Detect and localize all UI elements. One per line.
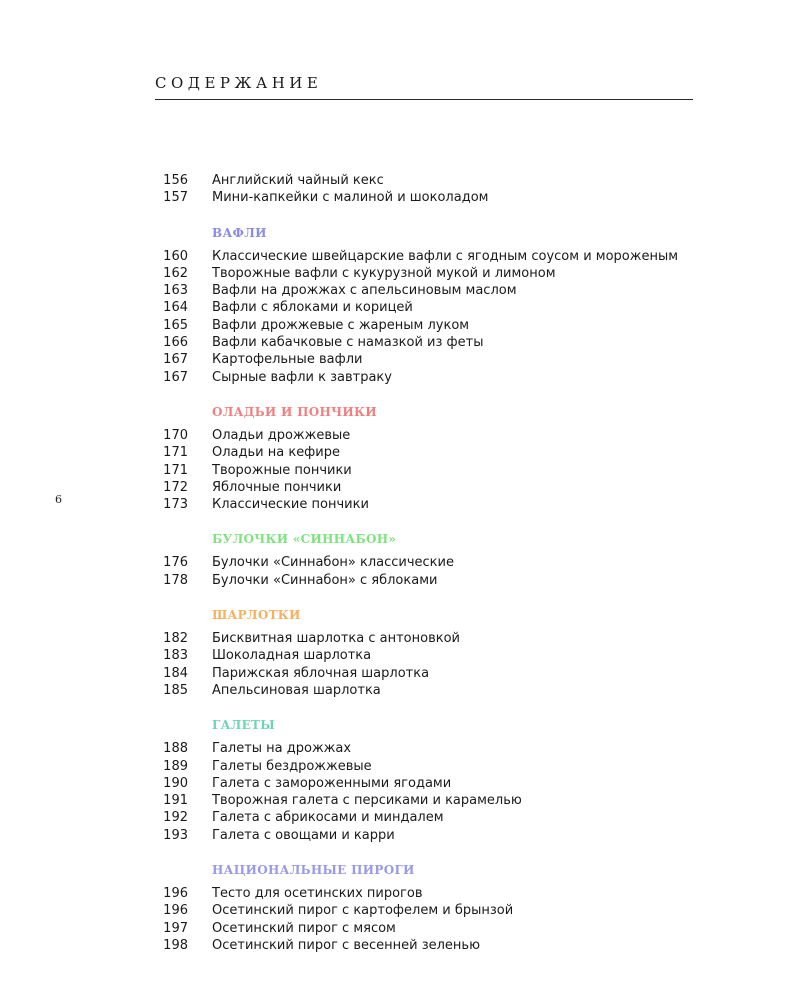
toc-entry-title: Галета с абрикосами и миндалем — [212, 810, 444, 826]
toc-entry — [150, 902, 710, 919]
page-title: СОДЕРЖАНИЕ — [155, 74, 323, 92]
toc-entry-title: Мини-капкейки с малиной и шоколадом — [212, 190, 489, 206]
toc-entry — [150, 792, 710, 809]
toc-entry-page: 165 — [163, 317, 188, 333]
toc-entry-title: Осетинский пирог с весенней зеленью — [212, 937, 481, 953]
toc-entry — [150, 351, 710, 368]
toc-entry-title: Бисквитная шарлотка с антоновкой — [212, 631, 461, 647]
toc-entry-page: 162 — [163, 265, 188, 281]
toc-entry — [150, 740, 710, 757]
toc-entry-title: Сырные вафли к завтраку — [212, 369, 392, 385]
toc-entry-page: 196 — [163, 903, 188, 919]
toc-entry-page: 185 — [163, 682, 188, 698]
toc-entry-page: 198 — [163, 937, 188, 953]
toc-entry-title: Оладьи на кефире — [212, 445, 341, 461]
toc-entry-title: Вафли кабачковые с намазкой из феты — [212, 335, 484, 351]
toc-entry-page: 163 — [163, 283, 188, 299]
toc-entry-title: Вафли на дрожжах с апельсиновым маслом — [212, 283, 517, 299]
toc-entry-title: Вафли с яблоками и корицей — [212, 300, 413, 316]
toc-entry — [150, 665, 710, 682]
toc-entry-page: 167 — [163, 352, 188, 368]
toc-entry-page: 173 — [163, 497, 188, 513]
toc-entry — [150, 496, 710, 513]
toc-entry-title: Осетинский пирог с картофелем и брынзой — [212, 903, 514, 919]
toc-entry-page: 183 — [163, 648, 188, 664]
toc-entry-title: Шоколадная шарлотка — [212, 648, 372, 664]
toc-entry — [150, 920, 710, 937]
toc-entry-page: 184 — [163, 665, 188, 681]
toc-entry-title: Галета с замороженными ягодами — [212, 775, 452, 791]
toc-entry — [150, 299, 710, 316]
toc-entry — [150, 462, 710, 479]
toc-entry — [150, 317, 710, 334]
toc-entry-title: Галеты на дрожжах — [212, 741, 352, 757]
toc-entry-title: Оладьи дрожжевые — [212, 427, 351, 443]
toc-entry-page: 193 — [163, 827, 188, 843]
toc-entry-page: 164 — [163, 300, 188, 316]
toc-entry-page: 172 — [163, 479, 188, 495]
toc-entry — [150, 572, 710, 589]
toc-entry-title: Тесто для осетинских пирогов — [212, 886, 423, 902]
toc-entry-title: Творожная галета с персиками и карамелью — [212, 793, 522, 809]
toc-entry-page: 188 — [163, 741, 188, 757]
title-divider — [155, 99, 693, 100]
toc-entry — [150, 282, 710, 299]
toc-entry-title: Творожные вафли с кукурузной мукой и лимоном — [212, 265, 556, 281]
toc-entry-page: 176 — [163, 555, 188, 571]
section-heading: НАЦИОНАЛЬНЫЕ ПИРОГИ — [212, 863, 415, 878]
section-heading: ШАРЛОТКИ — [212, 608, 301, 623]
toc-entry-title: Вафли дрожжевые с жареным луком — [212, 317, 470, 333]
toc-entry — [150, 937, 710, 954]
toc-entry-page: 197 — [163, 920, 188, 936]
toc-entry — [150, 248, 710, 265]
toc-entry-page: 157 — [163, 190, 188, 206]
page-number: 6 — [55, 493, 62, 506]
toc-entry-page: 190 — [163, 775, 188, 791]
toc-entry — [150, 265, 710, 282]
toc-entry-page: 196 — [163, 886, 188, 902]
toc-entry-page: 171 — [163, 445, 188, 461]
toc-entry-title: Творожные пончики — [212, 462, 352, 478]
toc-entry — [150, 827, 710, 844]
toc-entry-page: 171 — [163, 462, 188, 478]
toc-entry — [150, 334, 710, 351]
toc-entry-title: Булочки «Синнабон» классические — [212, 555, 454, 571]
toc-entry-page: 192 — [163, 810, 188, 826]
toc-entry — [150, 647, 710, 664]
toc-entry-title: Парижская яблочная шарлотка — [212, 665, 430, 681]
toc-entry — [150, 554, 710, 571]
toc-entry-page: 156 — [163, 173, 188, 188]
toc-entry-title: Апельсиновая шарлотка — [212, 682, 381, 698]
toc-entry-page: 178 — [163, 572, 188, 588]
toc-entry-title: Булочки «Синнабон» с яблоками — [212, 572, 438, 588]
toc-entry — [150, 172, 710, 189]
toc-entry-page: 167 — [163, 369, 188, 385]
section-heading: БУЛОЧКИ «СИННАБОН» — [212, 532, 397, 547]
toc-entry-page: 189 — [163, 758, 188, 774]
toc-entry-title: Картофельные вафли — [212, 352, 363, 368]
table-of-contents — [150, 172, 710, 954]
section-heading: ВАФЛИ — [212, 225, 267, 240]
toc-entry — [150, 682, 710, 699]
toc-entry — [150, 630, 710, 647]
toc-entry-title: Классические швейцарские вафли с ягодным соусом и мороженым — [212, 248, 679, 264]
toc-entry — [150, 809, 710, 826]
toc-entry — [150, 369, 710, 386]
section-heading: ОЛАДЬИ И ПОНЧИКИ — [212, 404, 377, 419]
toc-entry — [150, 427, 710, 444]
toc-entry — [150, 479, 710, 496]
toc-entry-title: Яблочные пончики — [212, 479, 342, 495]
toc-entry — [150, 444, 710, 461]
toc-entry-title: Осетинский пирог с мясом — [212, 920, 396, 936]
toc-entry-page: 170 — [163, 427, 188, 443]
toc-entry-page: 191 — [163, 793, 188, 809]
toc-entry-page: 160 — [163, 248, 188, 264]
toc-entry-page: 182 — [163, 631, 188, 647]
toc-entry — [150, 758, 710, 775]
toc-entry-title: Галеты бездрожжевые — [212, 758, 372, 774]
toc-entry — [150, 775, 710, 792]
toc-entry — [150, 885, 710, 902]
toc-entry-title: Классические пончики — [212, 497, 369, 513]
toc-entry — [150, 189, 710, 206]
section-heading: ГАЛЕТЫ — [212, 718, 275, 733]
toc-entry-title: Английский чайный кекс — [212, 173, 384, 188]
toc-entry-page: 166 — [163, 335, 188, 351]
toc-entry-title: Галета с овощами и карри — [212, 827, 395, 843]
